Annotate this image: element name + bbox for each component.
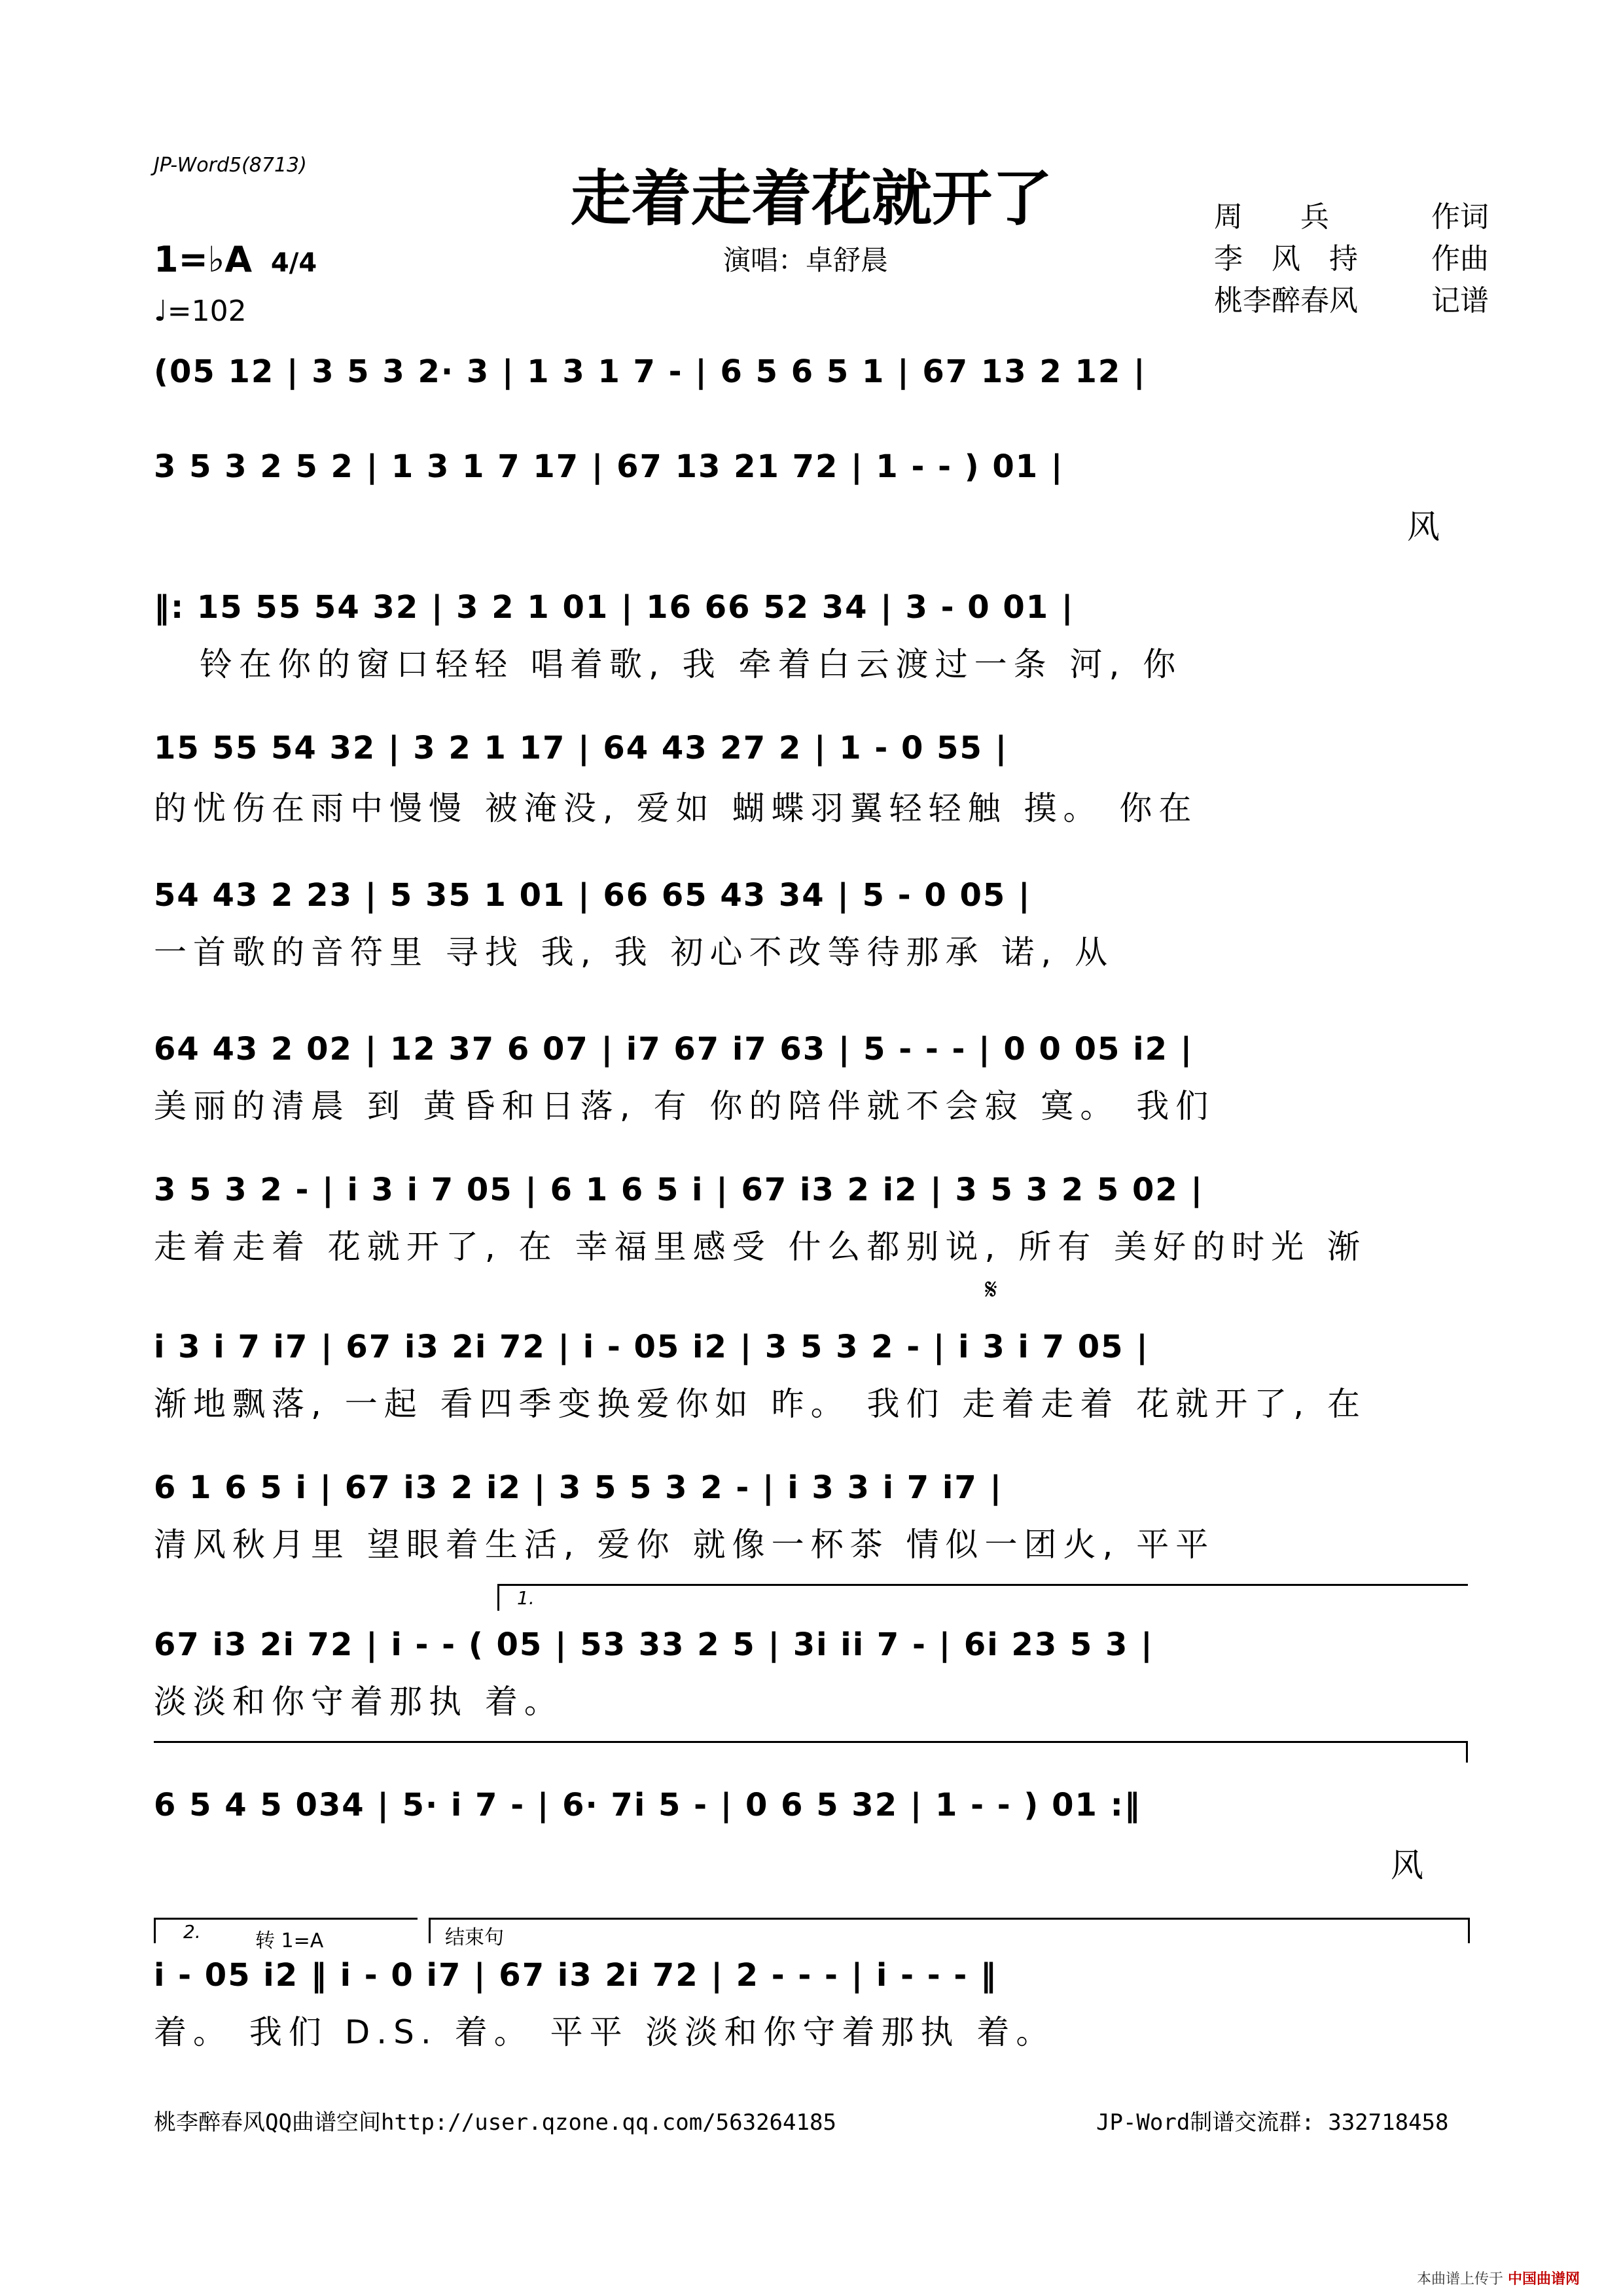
system-10-lyrics: 淡淡和你守着那执 着。 bbox=[154, 1683, 563, 1721]
system-1-notes: (05 12 | 3 5 3 2· 3 | 1 3 1 7 - | 6 5 6 5 1 | 67 13 2 12 | bbox=[154, 353, 1147, 390]
credit-composer bbox=[1214, 238, 1489, 280]
system-8-notes: i 3 i 7 i7 | 67 i3 2i 72 | i - 05 i2 | 3 5 3 2 - | i 3 i 7 05 | bbox=[154, 1329, 1149, 1365]
system-3-notes: ‖: 15 55 54 32 | 3 2 1 01 | 16 66 52 34 | 3 - 0 01 | bbox=[154, 589, 1075, 626]
credit-transcriber bbox=[1214, 280, 1489, 322]
credit-role: 作词 bbox=[1431, 200, 1489, 234]
credit-role: 作曲 bbox=[1431, 242, 1489, 276]
credit-name: 桃李醉春风 bbox=[1214, 284, 1358, 317]
system-7-lyrics: 走着走着 花就开了, 在 幸福里感受 什么都别说, 所有 美好的时光 渐 bbox=[154, 1228, 1367, 1266]
stamp-brand: 中国曲谱网 bbox=[1508, 2271, 1580, 2287]
modulation-mark: 转 1=A bbox=[255, 1929, 324, 1952]
system-6-lyrics: 美丽的清晨 到 黄昏和日落, 有 你的陪伴就不会寂 寞。 我们 bbox=[154, 1087, 1215, 1125]
credit-name: 周 兵 bbox=[1214, 200, 1329, 234]
segno-sign: 𝄋 bbox=[985, 1273, 997, 1306]
system-2-notes: 3 5 3 2 5 2 | 1 3 1 7 17 | 67 13 21 72 | 1 - - ) 01 | bbox=[154, 448, 1064, 485]
system-9-notes: 6 1 6 5 i | 67 i3 2 i2 | 3 5 5 3 2 - | i 3 3 i 7 i7 | bbox=[154, 1469, 1003, 1506]
system-11-notes: 6 5 4 5 034 | 5· i 7 - | 6· 7i 5 - | 0 6 5 32 | 1 - - ) 01 :‖ bbox=[154, 1787, 1141, 1823]
tempo-mark: ♩=102 bbox=[154, 295, 247, 328]
upload-stamp bbox=[1417, 2268, 1580, 2288]
credits bbox=[1214, 196, 1489, 322]
software-label: JP-Word5(8713) bbox=[154, 154, 307, 177]
system-8-lyrics: 渐地飘落, 一起 看四季变换爱你如 昨。 我们 走着走着 花就开了, 在 bbox=[154, 1385, 1367, 1423]
system-5-notes: 54 43 2 23 | 5 35 1 01 | 66 65 43 34 | 5 - 0 05 | bbox=[154, 877, 1031, 914]
system-10-notes: 67 i3 2i 72 | i - - ( 05 | 53 33 2 5 | 3i ii 7 - | 6i 23 5 3 | bbox=[154, 1626, 1154, 1663]
credit-lyricist bbox=[1214, 196, 1489, 238]
system-11-lyrics: 风 bbox=[1391, 1846, 1430, 1884]
footer-group: JP-Word制谱交流群: 332718458 bbox=[1096, 2109, 1449, 2136]
system-5-lyrics: 一首歌的音符里 寻找 我, 我 初心不改等待那承 诺, 从 bbox=[154, 933, 1115, 971]
song-title: 走着走着花就开了 bbox=[570, 163, 1052, 234]
system-4-lyrics: 的忧伤在雨中慢慢 被淹没, 爱如 蝴蝶羽翼轻轻触 摸。 你在 bbox=[154, 789, 1198, 827]
ending-label: 结束句 bbox=[445, 1926, 504, 1949]
time-signature: 4/4 bbox=[270, 248, 317, 278]
system-12-lyrics: 着。 我们 D.S. 着。 平平 淡淡和你守着那执 着。 bbox=[154, 2013, 1056, 2051]
singer: 演唱：卓舒晨 bbox=[723, 244, 889, 276]
footer-source: 桃李醉春风QQ曲谱空间http://user.qzone.qq.com/563264185 bbox=[154, 2109, 836, 2136]
system-4-notes: 15 55 54 32 | 3 2 1 17 | 64 43 27 2 | 1 - 0 55 | bbox=[154, 730, 1008, 766]
system-3-lyrics: 铃在你的窗口轻轻 唱着歌, 我 牵着白云渡过一条 河, 你 bbox=[200, 645, 1183, 683]
key-signature bbox=[154, 239, 317, 280]
system-6-notes: 64 43 2 02 | 12 37 6 07 | i7 67 i7 63 | 5 - - - | 0 0 05 i2 | bbox=[154, 1031, 1194, 1067]
system-2-lyrics: 风 bbox=[1407, 508, 1446, 546]
system-7-notes: 3 5 3 2 - | i 3 i 7 05 | 6 1 6 5 i | 67 i3 2 i2 | 3 5 3 2 5 02 | bbox=[154, 1172, 1204, 1208]
key-label: 1=♭A bbox=[154, 239, 253, 280]
system-9-lyrics: 清风秋月里 望眼着生活, 爱你 就像一杯茶 情似一团火, 平平 bbox=[154, 1526, 1215, 1564]
volta-2-label: 2. bbox=[183, 1921, 201, 1943]
volta-1-continuation bbox=[154, 1741, 1468, 1763]
volta-1-label: 1. bbox=[517, 1587, 535, 1609]
system-12-notes: i - 05 i2 ‖ i - 0 i7 | 67 i3 2i 72 | 2 - - - | i - - - ‖ bbox=[154, 1957, 997, 1994]
credit-role: 记谱 bbox=[1431, 284, 1489, 317]
stamp-text: 本曲谱上传于 bbox=[1417, 2271, 1504, 2287]
volta-1-bracket bbox=[497, 1584, 1468, 1611]
ending-bracket bbox=[429, 1918, 1470, 1943]
credit-name: 李 风 持 bbox=[1214, 242, 1358, 276]
